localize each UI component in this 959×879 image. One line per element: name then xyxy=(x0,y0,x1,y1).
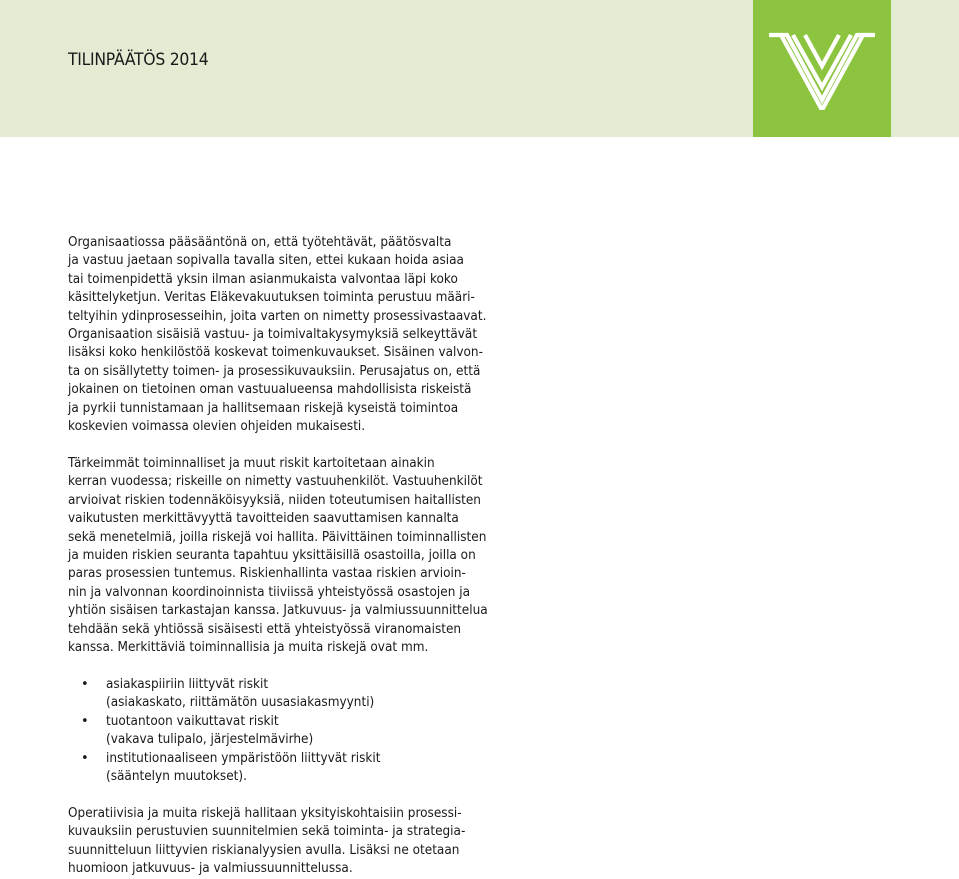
page-title: TILINPÄÄTÖS 2014 xyxy=(68,50,209,70)
text-line: (sääntelyn muutokset). xyxy=(106,769,247,785)
text-line: suunnitteluun liittyvien riskianalyysien avulla. Lisäksi ne otetaan xyxy=(68,842,460,858)
text-line: jokainen on tietoinen oman vastuualueensa mahdollisista riskeistä xyxy=(68,382,472,398)
text-line: Organisaation sisäisiä vastuu- ja toimivaltakysymyksiä selkeyttävät xyxy=(68,327,478,343)
text-line: ta on sisällytetty toimen- ja prosessikuvauksiin. Perusajatus on, että xyxy=(68,363,481,379)
list-item xyxy=(68,750,488,787)
text-line: (vakava tulipalo, järjestelmävirhe) xyxy=(106,732,314,748)
text-line: lisäksi koko henkilöstöä koskevat toimenkuvaukset. Sisäinen valvon- xyxy=(68,345,483,361)
text-line: ja vastuu jaetaan sopivalla tavalla siten, ettei kukaan hoida asiaa xyxy=(68,253,464,269)
logo-box xyxy=(753,0,891,137)
list-item xyxy=(68,676,488,713)
list-item xyxy=(68,713,488,750)
page-header xyxy=(0,0,959,137)
text-line: ja pyrkii tunnistamaan ja hallitsemaan riskejä kyseistä toimintoa xyxy=(68,400,459,416)
text-line: huomioon jatkuvuus- ja valmiussuunnittelussa. xyxy=(68,861,353,877)
text-line: arvioivat riskien todennäköisyyksiä, niiden toteutumisen haitallisten xyxy=(68,492,481,508)
text-line: käsittelyketjun. Veritas Eläkevakuutuksen toiminta perustuu määri- xyxy=(68,290,475,306)
veritas-v-logo-icon xyxy=(767,32,877,110)
risk-bullet-list xyxy=(68,676,488,786)
text-line: kanssa. Merkittäviä toiminnallisia ja muita riskejä ovat mm. xyxy=(68,640,429,656)
bullet-marker: • xyxy=(81,713,89,729)
text-line: koskevien voimassa olevien ohjeiden mukaisesti. xyxy=(68,419,366,435)
text-line: sekä menetelmiä, joilla riskejä voi hallita. Päivittäinen toiminnallisten xyxy=(68,529,487,545)
text-line: tuotantoon vaikuttavat riskit xyxy=(106,713,279,729)
text-line: paras prosessien tuntemus. Riskienhallinta vastaa riskien arvioin- xyxy=(68,566,466,582)
text-line: asiakaspiiriin liittyvät riskit xyxy=(106,677,269,692)
text-line: Operatiivisia ja muita riskejä hallitaan yksityiskohtaisiin prosessi- xyxy=(68,806,462,821)
text-line: yhtiön sisäisen tarkastajan kanssa. Jatkuvuus- ja valmiussuunnittelua xyxy=(68,603,488,619)
text-line: institutionaaliseen ympäristöön liittyvät riskit xyxy=(106,750,381,766)
text-line: (asiakaskato, riittämätön uusasiakasmyynti) xyxy=(106,695,375,711)
text-line: tai toimenpidettä yksin ilman asianmukaista valvontaa läpi koko xyxy=(68,271,458,287)
bullet-marker: • xyxy=(81,677,89,692)
text-line: kuvauksiin perustuvien suunnitelmien sekä toiminta- ja strategia- xyxy=(68,824,466,840)
text-line: tehdään sekä yhtiössä sisäisesti että yhteistyössä viranomaisten xyxy=(68,621,462,637)
bullet-marker: • xyxy=(81,750,89,766)
text-line: vaikutusten merkittävyyttä tavoitteiden saavuttamisen kannalta xyxy=(68,511,459,527)
text-line: nin ja valvonnan koordinoinnista tiiviissä yhteistyössä osastojen ja xyxy=(68,584,470,600)
text-line: ja muiden riskien seuranta tapahtuu yksittäisillä osastoilla, joilla on xyxy=(68,548,476,564)
paragraph-closing xyxy=(68,805,488,879)
paragraph-internal-control xyxy=(68,234,488,436)
text-line: Organisaatiossa pääsääntönä on, että työtehtävät, päätösvalta xyxy=(68,235,452,250)
text-line: Tärkeimmät toiminnalliset ja muut riskit kartoitetaan ainakin xyxy=(68,456,435,471)
paragraph-operational-risks xyxy=(68,455,488,657)
text-line: teltyihin ydinprosesseihin, joita varten on nimetty prosessivastaavat. xyxy=(68,308,487,324)
text-line: kerran vuodessa; riskeille on nimetty vastuuhenkilöt. Vastuuhenkilöt xyxy=(68,474,483,490)
